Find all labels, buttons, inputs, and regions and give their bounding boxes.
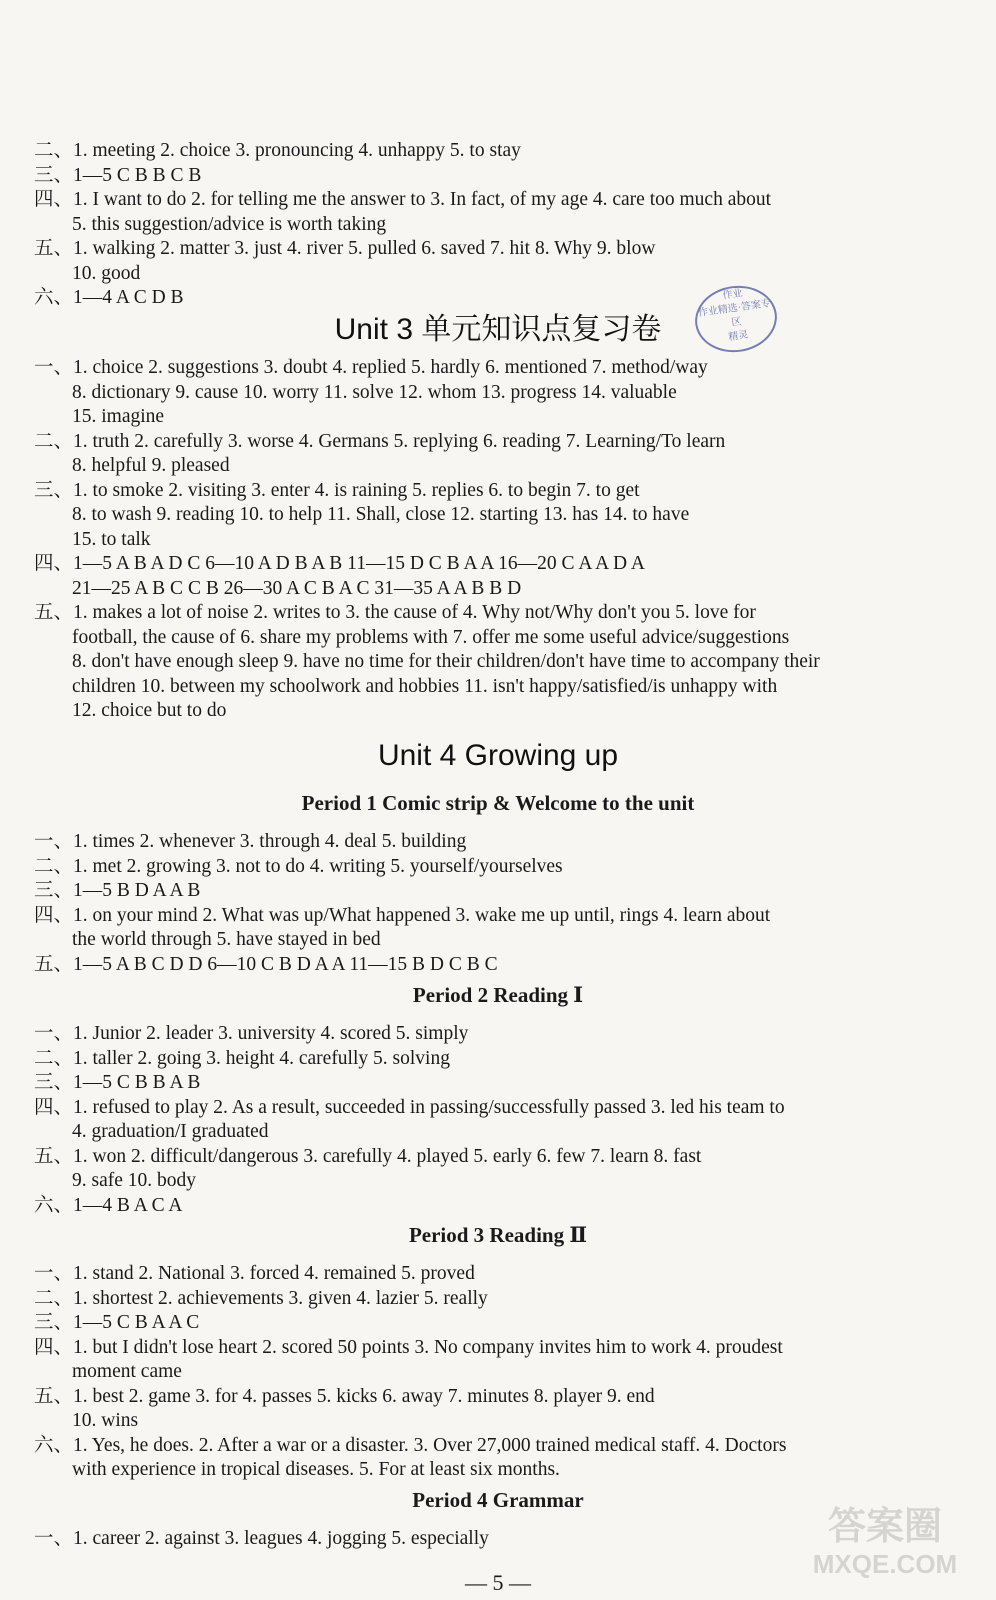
answer-line: the world through 5. have stayed in bed <box>72 929 381 950</box>
unit3-answer-block <box>34 356 956 724</box>
answer-line: 21—25 A B C C B 26—30 A C B A C 31—35 A A B B D <box>72 577 522 599</box>
stamp-seal: 作业 作业精选·答案专区 精灵 <box>691 281 781 358</box>
answer-line: 15. imagine <box>72 406 165 427</box>
answer-line: 二、1. shortest 2. achievements 3. given 4. lazier 5. really <box>34 1287 488 1309</box>
answer-line: 8. helpful 9. pleased <box>72 455 230 476</box>
unit4-heading: Unit 4 Growing up <box>377 739 619 772</box>
answer-line: 四、1. I want to do 2. for telling me the answer to 3. In fact, of my age 4. care too much about <box>34 189 772 210</box>
answer-line: 五、1. makes a lot of noise 2. writes to 3. the cause of 4. Why not/Why don't you 5. love for <box>34 602 756 623</box>
answer-line: 二、1. meeting 2. choice 3. pronouncing 4. unhappy 5. to stay <box>34 140 521 161</box>
answer-line: 一、1. stand 2. National 3. forced 4. remained 5. proved <box>34 1263 475 1284</box>
answer-line: children 10. between my schoolwork and hobbies 11. isn't happy/satisfied/is unhappy with <box>72 675 778 697</box>
answer-line: football, the cause of 6. share my problems with 7. offer me some useful advice/suggestions <box>72 626 790 648</box>
answer-line: 10. good <box>72 262 141 284</box>
answer-line: 一、1. times 2. whenever 3. through 4. deal 5. building <box>34 831 467 852</box>
answer-line: 三、1—5 C B A A C <box>34 1312 200 1333</box>
answer-line: 六、1—4 B A C A <box>34 1194 183 1216</box>
answer-line: 12. choice but to do <box>72 700 227 721</box>
answer-line: 一、1. choice 2. suggestions 3. doubt 4. replied 5. hardly 6. mentioned 7. method/way <box>34 357 708 378</box>
answer-line: 四、1. but I didn't lose heart 2. scored 50 points 3. No company invites him to work 4. proudest <box>34 1336 783 1358</box>
answer-line: 六、1—4 A C D B <box>34 287 184 308</box>
answer-line: 六、1. Yes, he does. 2. After a war or a disaster. 3. Over 27,000 trained medical staff. 4. Doctors <box>34 1434 787 1456</box>
answer-line: 三、1—5 B D A A B <box>34 880 201 901</box>
answer-line: 五、1. best 2. game 3. for 4. passes 5. kicks 6. away 7. minutes 8. player 9. end <box>34 1385 655 1407</box>
page-number: — 5 — <box>465 1570 531 1595</box>
unit3-heading: Unit 3 单元知识点复习卷 <box>334 313 662 346</box>
answer-line: moment came <box>72 1361 182 1382</box>
answer-line: 三、1—5 C B B C B <box>34 164 202 186</box>
answer-line: 二、1. truth 2. carefully 3. worse 4. Germans 5. replying 6. reading 7. Learning/To learn <box>34 430 726 452</box>
period3-answer-block <box>34 1262 956 1483</box>
answer-line: 4. graduation/I graduated <box>72 1121 269 1142</box>
answer-line: 一、1. Junior 2. leader 3. university 4. scored 5. simply <box>34 1023 469 1044</box>
answer-line: 8. to wash 9. reading 10. to help 11. Shall, close 12. starting 13. has 14. to have <box>72 504 690 525</box>
answer-line: 15. to talk <box>72 528 151 550</box>
answer-line: 9. safe 10. body <box>72 1170 197 1191</box>
answer-line: 五、1. walking 2. matter 3. just 4. river 5. pulled 6. saved 7. hit 8. Why 9. blow <box>34 238 656 259</box>
watermark-logo: 答案圈 MXQE.COM <box>812 1506 958 1579</box>
answer-line: 一、1. career 2. against 3. leagues 4. jogging 5. especially <box>34 1528 489 1549</box>
answer-line: 五、1—5 A B C D D 6—10 C B D A A 11—15 B D C B C <box>34 953 498 975</box>
answer-line: 三、1—5 C B B A B <box>34 1072 201 1093</box>
period3-heading: Period 3 Reading Ⅱ <box>408 1223 588 1247</box>
period2-heading: Period 2 Reading Ⅰ <box>412 983 584 1007</box>
answer-line: 二、1. met 2. growing 3. not to do 4. writing 5. yourself/yourselves <box>34 855 563 877</box>
answer-line: with experience in tropical diseases. 5. For at least six months. <box>72 1459 560 1480</box>
period1-heading: Period 1 Comic strip & Welcome to the unit <box>301 791 695 815</box>
answer-line: 三、1. to smoke 2. visiting 3. enter 4. is raining 5. replies 6. to begin 7. to get <box>34 479 640 501</box>
answer-line: 四、1. on your mind 2. What was up/What happened 3. wake me up until, rings 4. learn about <box>34 904 771 926</box>
answer-line: 10. wins <box>72 1410 139 1431</box>
answer-line: 五、1. won 2. difficult/dangerous 3. carefully 4. played 5. early 6. few 7. learn 8. fast <box>34 1145 702 1167</box>
answer-line: 8. don't have enough sleep 9. have no time for their children/don't have time to accompany their <box>72 651 820 672</box>
answer-line: 8. dictionary 9. cause 10. worry 11. solve 12. whom 13. progress 14. valuable <box>72 381 677 403</box>
top-answer-block <box>34 139 956 311</box>
period1-answer-block <box>34 830 956 977</box>
period4-heading: Period 4 Grammar <box>412 1488 584 1512</box>
answer-line: 四、1. refused to play 2. As a result, succeeded in passing/successfully passed 3. led his team to <box>34 1096 785 1118</box>
answer-line: 二、1. taller 2. going 3. height 4. carefully 5. solving <box>34 1047 450 1069</box>
period2-answer-block <box>34 1022 956 1218</box>
answer-line: 四、1—5 A B A D C 6—10 A D B A B 11—15 D C B A A 16—20 C A A D A <box>34 553 645 574</box>
answer-line: 5. this suggestion/advice is worth taking <box>72 213 387 235</box>
